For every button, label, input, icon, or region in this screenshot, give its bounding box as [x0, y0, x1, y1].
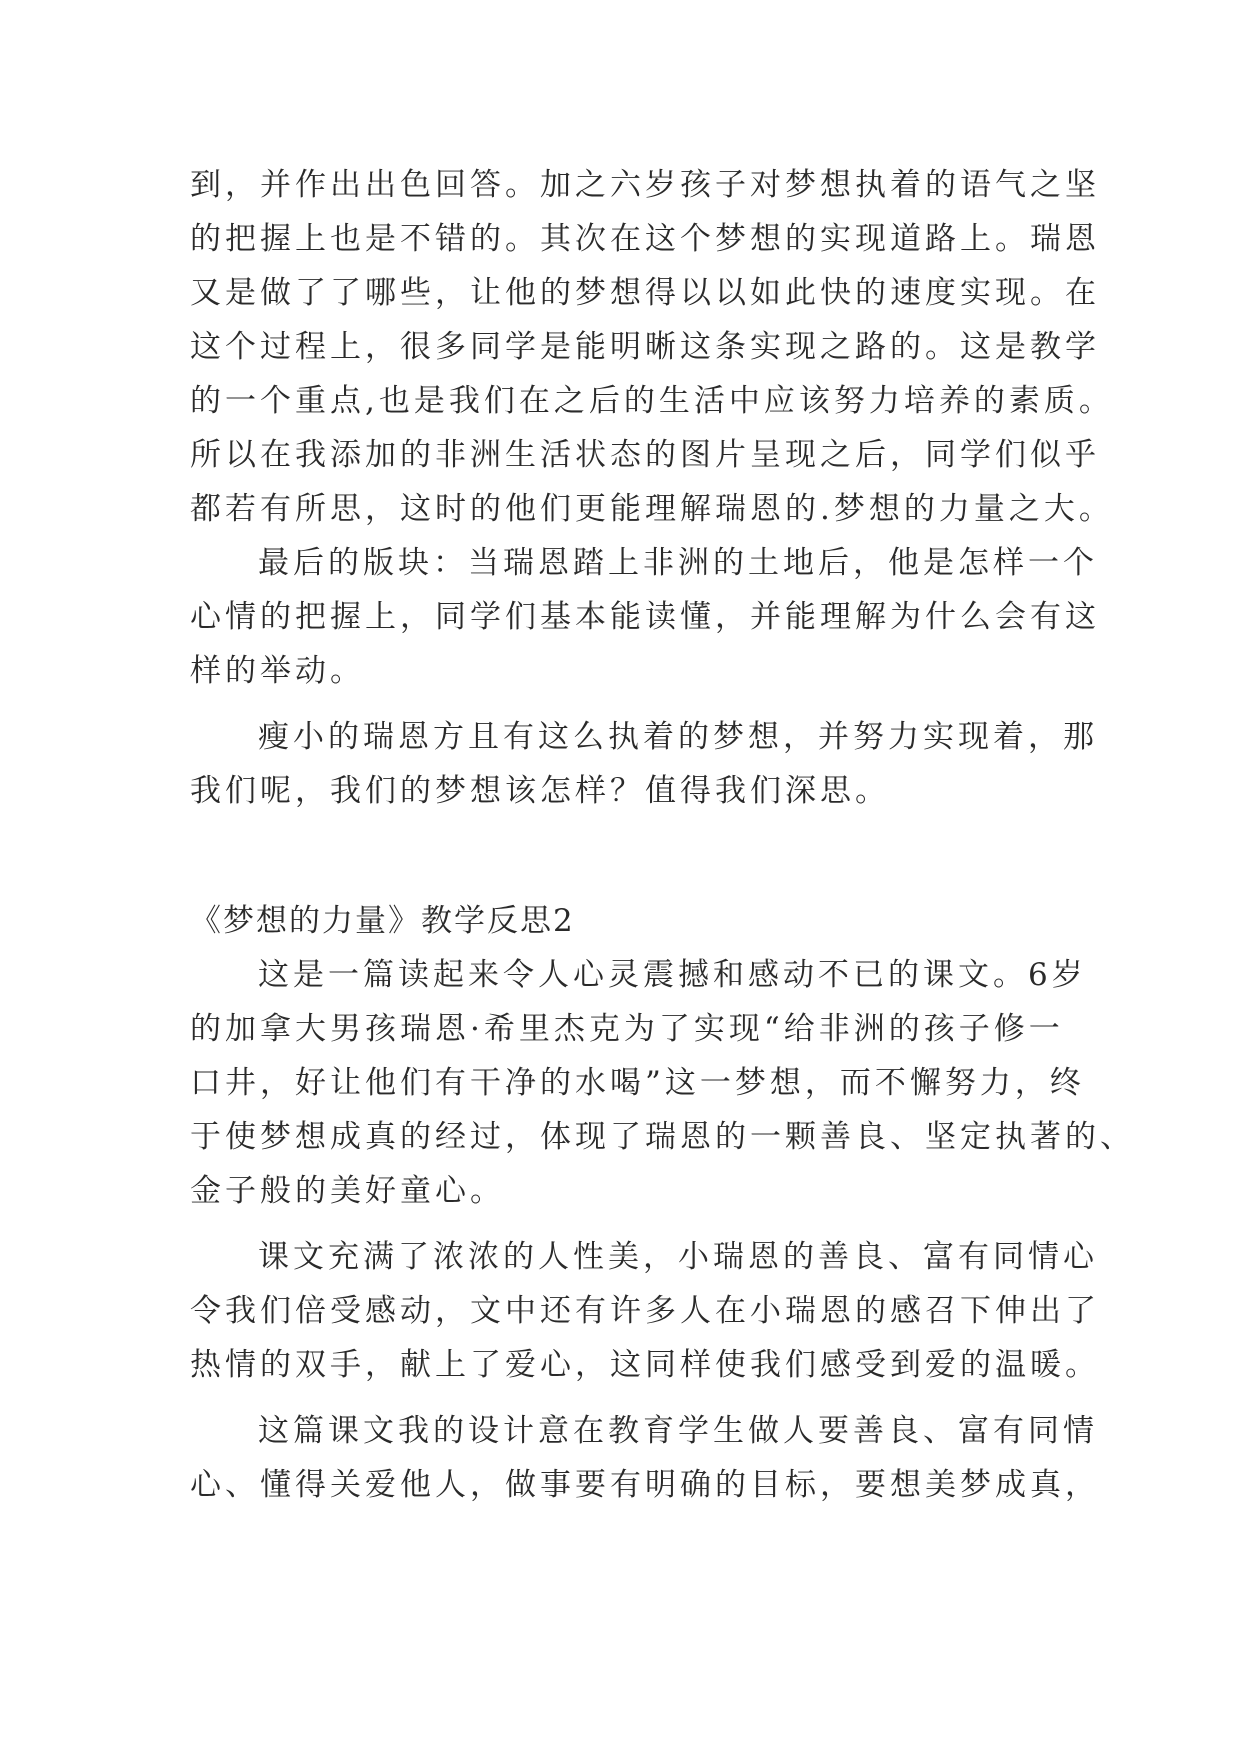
section-heading: 《梦想的力量》教学反思2 — [190, 903, 575, 939]
text-line-4: 这个过程上，很多同学是能明晰这条实现之路的。这是教学 — [190, 329, 1100, 365]
text-line-7: 都若有所思，这时的他们更能理解瑞恩的.梦想的力量之大。 — [190, 491, 1114, 527]
text-line-22: 心、懂得关爱他人，做事要有明确的目标，要想美梦成真， — [190, 1467, 1100, 1503]
text-line-11: 瘦小的瑞恩方且有这么执着的梦想，并努力实现着，那 — [258, 719, 1098, 755]
text-line-12: 我们呢，我们的梦想该怎样？值得我们深思。 — [190, 773, 890, 809]
text-line-19: 令我们倍受感动，文中还有许多人在小瑞恩的感召下伸出了 — [190, 1293, 1100, 1329]
text-line-16: 于使梦想成真的经过，体现了瑞恩的一颗善良、坚定执著的、 — [190, 1119, 1135, 1155]
text-line-13: 这是一篇读起来令人心灵震撼和感动不已的课文。6岁 — [258, 957, 1087, 993]
text-line-18: 课文充满了浓浓的人性美，小瑞恩的善良、富有同情心 — [258, 1239, 1098, 1275]
text-line-5: 的一个重点,也是我们在之后的生活中应该努力培养的素质。 — [190, 383, 1114, 419]
text-line-10: 样的举动。 — [190, 653, 365, 689]
text-line-2: 的把握上也是不错的。其次在这个梦想的实现道路上。瑞恩 — [190, 221, 1100, 257]
text-line-21: 这篇课文我的设计意在教育学生做人要善良、富有同情 — [258, 1413, 1098, 1449]
text-line-3: 又是做了了哪些，让他的梦想得以以如此快的速度实现。在 — [190, 275, 1100, 311]
text-line-15: 口井，好让他们有干净的水喝”这一梦想，而不懈努力，终 — [190, 1065, 1085, 1101]
text-line-17: 金子般的美好童心。 — [190, 1173, 505, 1209]
text-line-1: 到，并作出出色回答。加之六岁孩子对梦想执着的语气之坚 — [190, 167, 1100, 203]
text-line-9: 心情的把握上，同学们基本能读懂，并能理解为什么会有这 — [190, 599, 1100, 635]
text-line-20: 热情的双手，献上了爱心，这同样使我们感受到爱的温暖。 — [190, 1347, 1100, 1383]
text-line-6: 所以在我添加的非洲生活状态的图片呈现之后，同学们似乎 — [190, 437, 1100, 473]
text-line-8: 最后的版块：当瑞恩踏上非洲的土地后，他是怎样一个 — [258, 545, 1098, 581]
text-line-14: 的加拿大男孩瑞恩·希里杰克为了实现“给非洲的孩子修一 — [190, 1011, 1064, 1047]
